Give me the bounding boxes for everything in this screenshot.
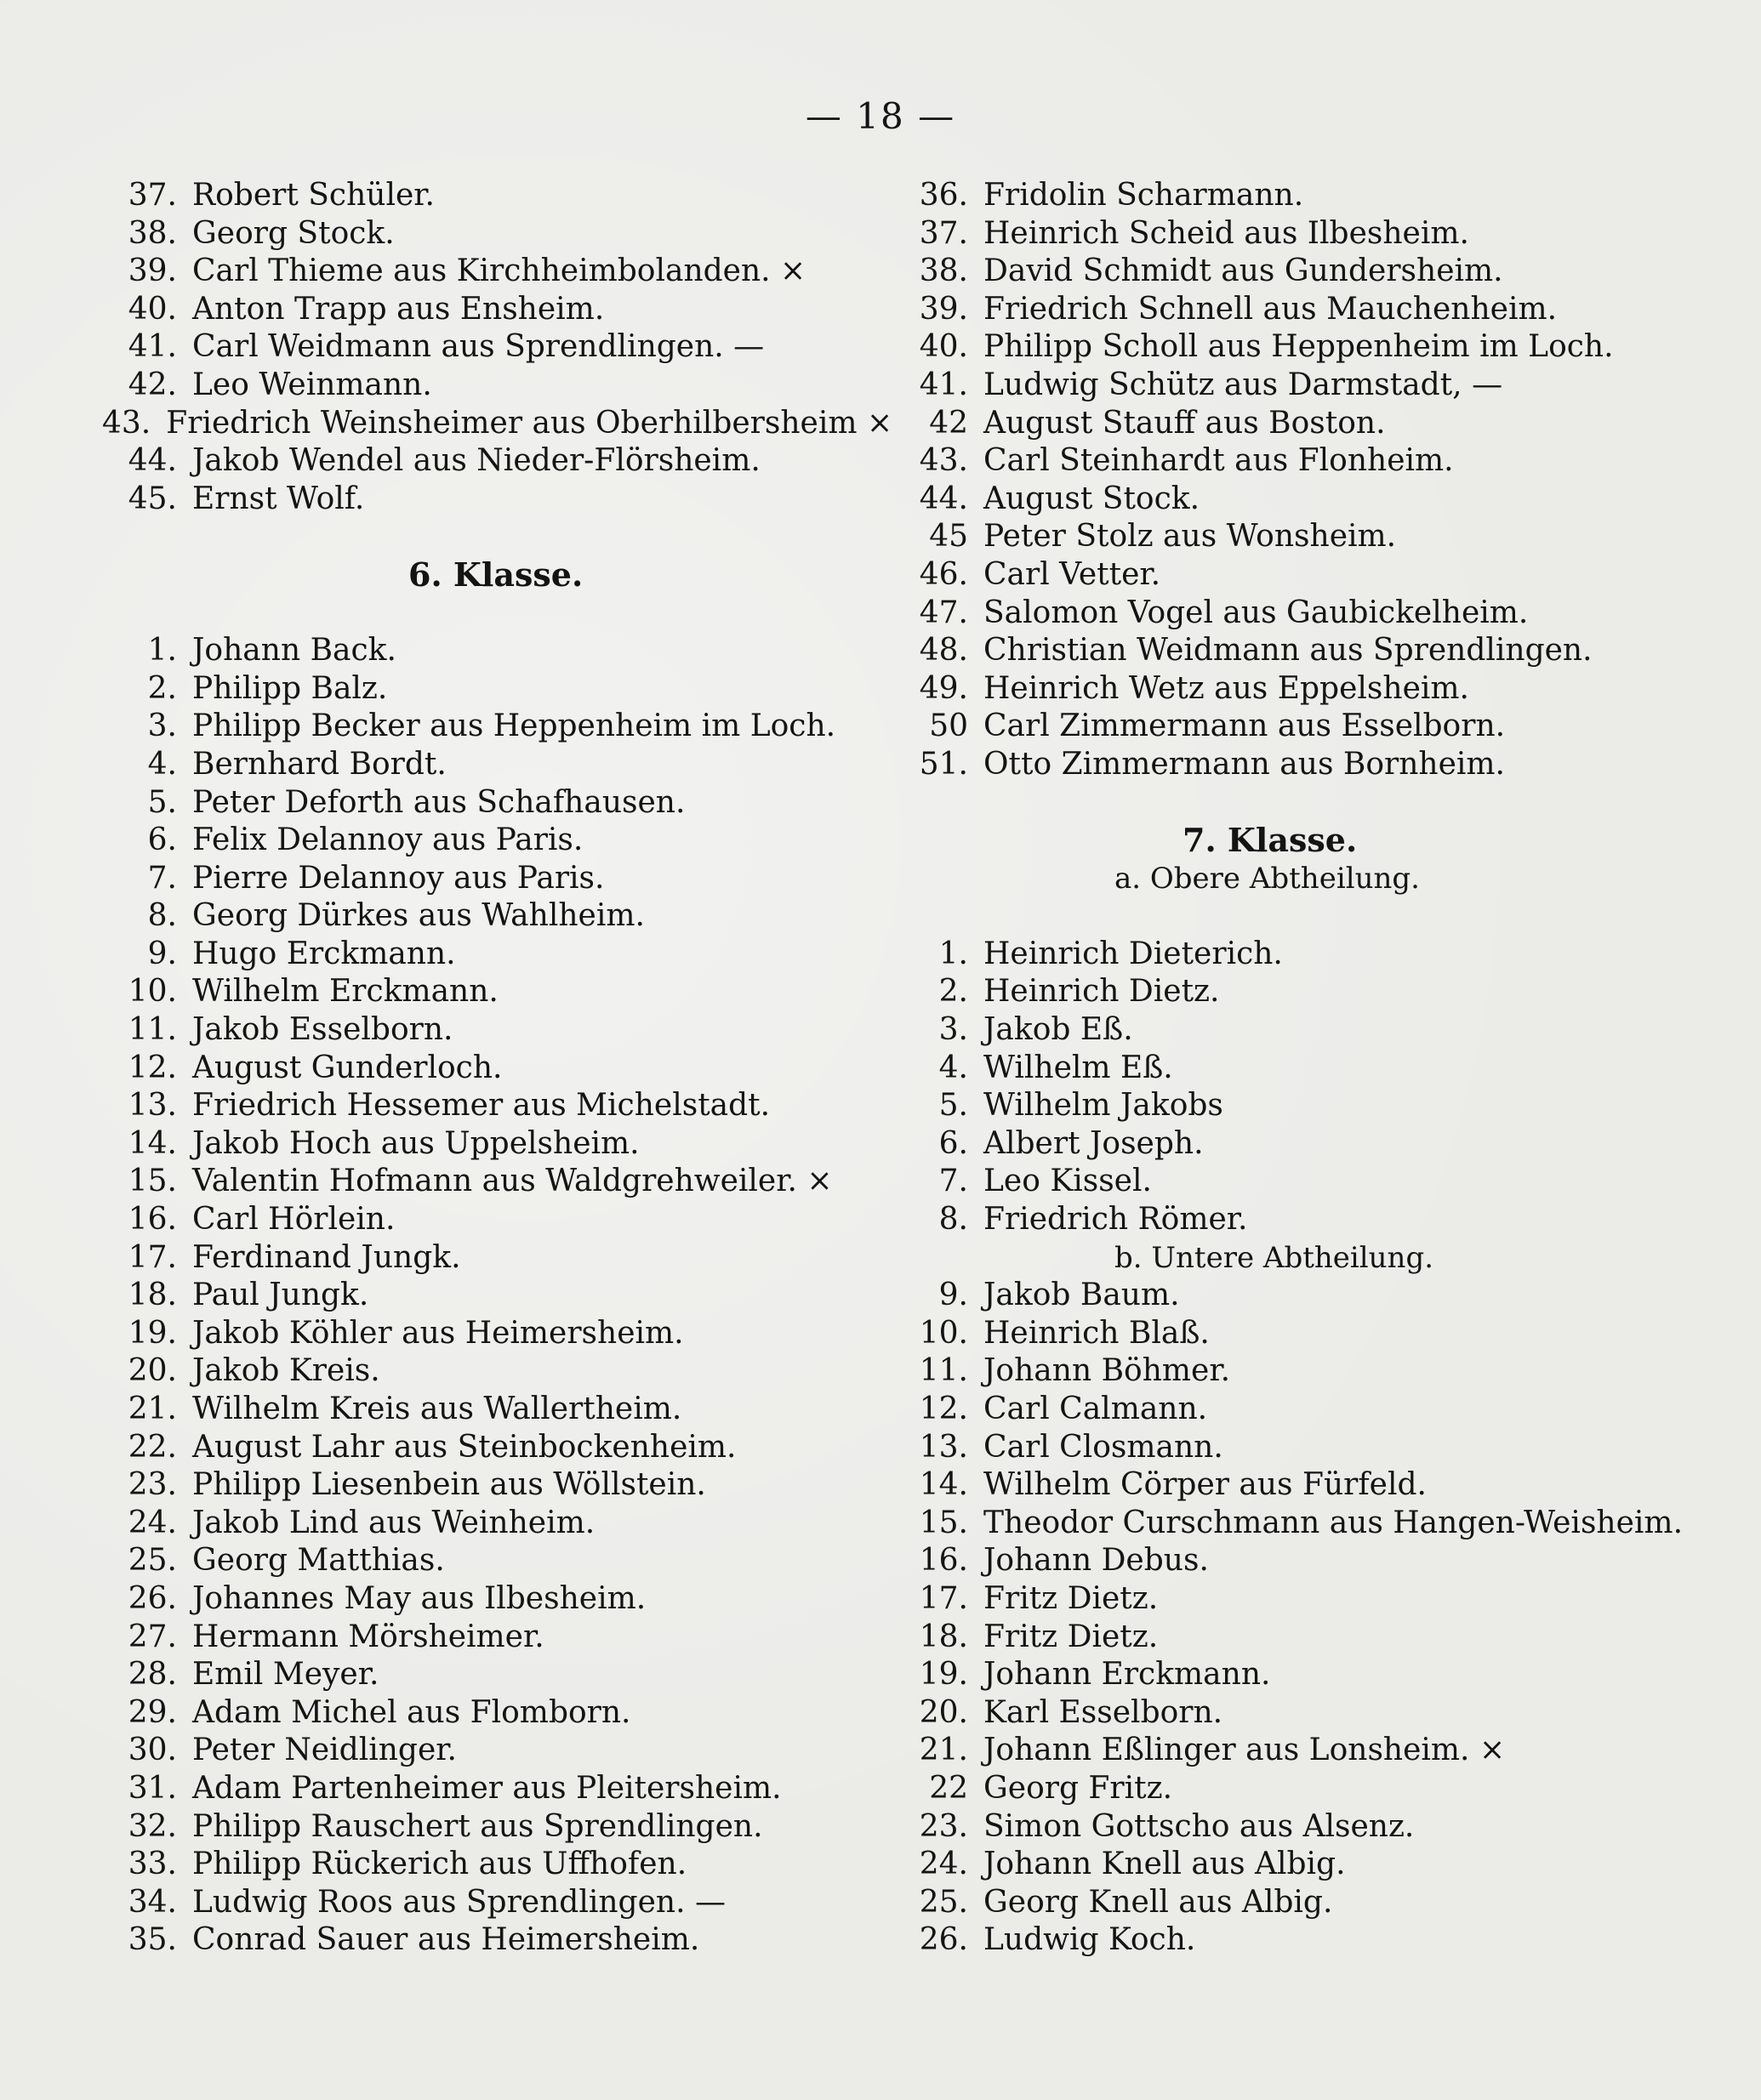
entry-number: 24.	[919, 1847, 968, 1882]
entry-name: Philipp Rückerich aus Uffhofen.	[192, 1847, 687, 1882]
entry-name: Carl Closmann.	[983, 1429, 1223, 1465]
entry-number: 2.	[147, 670, 177, 706]
list-item	[102, 1050, 868, 1088]
list-item	[893, 708, 1701, 746]
entry-number: 39.	[128, 253, 177, 289]
list-item	[102, 1846, 868, 1884]
entry-number: 41.	[128, 329, 177, 365]
entry-name: Jakob Eß.	[983, 1012, 1133, 1048]
entry-name: Johann Back.	[192, 633, 396, 669]
entry-name: August Stock.	[983, 481, 1200, 516]
list-item	[893, 1770, 1701, 1808]
entry-name: Adam Partenheimer aus Pleitersheim.	[192, 1770, 782, 1806]
entry-name: Emil Meyer.	[192, 1657, 379, 1693]
entry-number: 40.	[919, 329, 968, 365]
entry-number: 18.	[128, 1278, 177, 1313]
entry-number: 29.	[128, 1694, 177, 1730]
list-item	[893, 1087, 1701, 1125]
entry-number: 22.	[128, 1429, 177, 1465]
list-item	[102, 1505, 868, 1543]
entry-name: Valentin Hofmann aus Waldgrehweiler. ×	[192, 1164, 833, 1199]
list-item	[893, 1542, 1701, 1580]
entry-name: Heinrich Dieterich.	[983, 936, 1283, 971]
entry-name: Anton Trapp aus Ensheim.	[192, 291, 605, 327]
entry-name: August Lahr aus Steinbockenheim.	[192, 1429, 737, 1465]
spacer	[102, 518, 868, 556]
list-item	[893, 1201, 1701, 1239]
entry-number: 23.	[919, 1808, 968, 1844]
list-item	[102, 1732, 868, 1770]
entry-name: Peter Stolz aus Wonsheim.	[983, 519, 1397, 555]
entry-name: August Stauff aus Boston.	[983, 405, 1386, 441]
entry-number: 22	[929, 1770, 968, 1806]
entry-name: Johann Knell aus Albig.	[983, 1847, 1346, 1882]
list-item	[893, 670, 1701, 709]
list-item	[893, 936, 1701, 974]
entry-number: 19.	[919, 1657, 968, 1693]
list-item	[893, 1619, 1701, 1657]
entry-number: 37.	[128, 178, 177, 213]
list-item	[102, 442, 868, 481]
entry-name: David Schmidt aus Gundersheim.	[983, 253, 1503, 289]
list-item	[893, 1050, 1701, 1088]
list-item	[893, 1694, 1701, 1733]
entry-number: 49.	[919, 670, 968, 706]
list-item	[893, 1846, 1701, 1884]
entry-name: Ludwig Roos aus Sprendlingen. —	[192, 1884, 726, 1920]
entry-number: 51.	[919, 746, 968, 782]
list-item	[893, 518, 1701, 556]
entry-number: 50	[929, 709, 968, 744]
division-subheading: a. Obere Abtheilung.	[1114, 861, 1420, 896]
entry-number: 37.	[919, 215, 968, 251]
entry-number: 14.	[128, 1125, 177, 1161]
entry-name: Friedrich Schnell aus Mauchenheim.	[983, 291, 1558, 327]
entry-number: 45.	[128, 481, 177, 516]
entry-number: 3.	[147, 709, 177, 744]
list-item	[102, 1125, 868, 1164]
entry-number: 14.	[919, 1467, 968, 1503]
entry-name: Philipp Rauschert aus Sprendlingen.	[192, 1808, 763, 1844]
list-item	[102, 481, 868, 519]
entry-number: 19.	[128, 1315, 177, 1351]
entry-name: Salomon Vogel aus Gaubickelheim.	[983, 595, 1529, 630]
list-item	[893, 1429, 1701, 1467]
spacer	[893, 784, 1701, 822]
entry-name: Hermann Mörsheimer.	[192, 1619, 544, 1654]
list-item	[893, 177, 1701, 215]
list-item	[102, 822, 868, 860]
list-item	[102, 291, 868, 329]
list-item	[893, 1580, 1701, 1619]
entry-name: Fridolin Scharmann.	[983, 178, 1304, 213]
list-item	[102, 1808, 868, 1847]
entry-number: 43.	[919, 443, 968, 479]
entry-name: Friedrich Hessemer aus Michelstadt.	[192, 1088, 771, 1124]
entry-number: 44.	[919, 481, 968, 516]
list-item	[102, 1694, 868, 1733]
list-item	[893, 632, 1701, 670]
list-item	[893, 405, 1701, 443]
entry-name: Ferdinand Jungk.	[192, 1239, 461, 1275]
list-item	[102, 1429, 868, 1467]
entry-name: Robert Schüler.	[192, 178, 435, 213]
entry-number: 3.	[938, 1012, 968, 1048]
spacer	[893, 897, 1701, 936]
entry-name: Pierre Delannoy aus Paris.	[192, 860, 605, 896]
entry-name: Carl Weidmann aus Sprendlingen. —	[192, 329, 765, 365]
list-item	[893, 291, 1701, 329]
entry-number: 46.	[919, 556, 968, 592]
entry-name: Carl Steinhardt aus Flonheim.	[983, 443, 1454, 479]
entry-number: 36.	[919, 178, 968, 213]
entry-number: 12.	[128, 1050, 177, 1085]
entry-name: Johann Eßlinger aus Lonsheim. ×	[983, 1733, 1506, 1768]
list-item	[102, 1921, 868, 1960]
entry-name: Johann Böhmer.	[983, 1353, 1231, 1389]
list-item	[102, 253, 868, 291]
entry-name: Adam Michel aus Flomborn.	[192, 1694, 631, 1730]
entry-name: Friedrich Römer.	[983, 1202, 1248, 1238]
list-item	[893, 973, 1701, 1011]
list-item	[102, 367, 868, 405]
list-item	[102, 1239, 868, 1278]
entry-number: 38.	[919, 253, 968, 289]
list-item	[893, 253, 1701, 291]
entry-name: Leo Kissel.	[983, 1164, 1152, 1199]
entry-number: 41.	[919, 367, 968, 402]
entry-name: Heinrich Blaß.	[983, 1315, 1210, 1351]
entry-name: Georg Matthias.	[192, 1543, 445, 1579]
entry-name: Leo Weinmann.	[192, 367, 432, 402]
entry-name: Wilhelm Eß.	[983, 1050, 1173, 1085]
entry-number: 8.	[938, 1202, 968, 1238]
list-item	[102, 746, 868, 784]
entry-number: 35.	[128, 1922, 177, 1958]
list-item	[102, 1391, 868, 1429]
left-column	[102, 177, 893, 1960]
list-item	[102, 936, 868, 974]
list-item	[893, 1884, 1701, 1922]
list-item	[102, 215, 868, 253]
entry-name: Wilhelm Cörper aus Fürfeld.	[983, 1467, 1427, 1503]
entry-name: Bernhard Bordt.	[192, 746, 447, 782]
entry-name: Jakob Hoch aus Uppelsheim.	[192, 1125, 640, 1161]
entry-name: Georg Dürkes aus Wahlheim.	[192, 898, 645, 934]
list-item	[893, 215, 1701, 253]
list-item	[893, 1391, 1701, 1429]
list-item	[102, 328, 868, 367]
list-item	[102, 1201, 868, 1239]
entry-number: 38.	[128, 215, 177, 251]
entry-number: 11.	[128, 1012, 177, 1048]
entry-number: 20.	[919, 1694, 968, 1730]
list-item	[102, 1352, 868, 1391]
entry-number: 42	[929, 405, 968, 441]
right-column	[893, 177, 1701, 1960]
entry-name: Carl Thieme aus Kirchheimbolanden. ×	[192, 253, 806, 289]
list-item	[893, 367, 1701, 405]
list-item	[893, 1921, 1701, 1960]
entry-number: 17.	[128, 1239, 177, 1275]
entry-name: Carl Vetter.	[983, 556, 1161, 592]
list-item	[102, 1277, 868, 1315]
entry-number: 31.	[128, 1770, 177, 1806]
entry-name: Conrad Sauer aus Heimersheim.	[192, 1922, 700, 1958]
entry-name: Peter Deforth aus Schafhausen.	[192, 784, 686, 820]
entry-name: Ernst Wolf.	[192, 481, 365, 516]
entry-number: 15.	[128, 1164, 177, 1199]
entry-number: 39.	[919, 291, 968, 327]
entry-number: 1.	[938, 936, 968, 971]
entry-number: 21.	[128, 1391, 177, 1426]
entry-name: Carl Zimmermann aus Esselborn.	[983, 709, 1506, 744]
list-item	[102, 1884, 868, 1922]
entry-number: 6.	[147, 822, 177, 858]
entry-name: Heinrich Scheid aus Ilbesheim.	[983, 215, 1469, 251]
list-item	[893, 442, 1701, 481]
entry-name: Georg Fritz.	[983, 1770, 1173, 1806]
list-item	[102, 1315, 868, 1353]
entry-number: 44.	[128, 443, 177, 479]
list-item	[893, 1732, 1701, 1770]
entry-number: 23.	[128, 1467, 177, 1503]
entry-name: Wilhelm Erckmann.	[192, 974, 499, 1010]
entry-name: Hugo Erckmann.	[192, 936, 456, 971]
list-item	[893, 1011, 1701, 1050]
entry-number: 15.	[919, 1505, 968, 1540]
entry-number: 10.	[128, 974, 177, 1010]
entry-number: 16.	[128, 1202, 177, 1238]
entry-number: 26.	[919, 1922, 968, 1958]
list-item	[893, 595, 1701, 633]
entry-number: 2.	[938, 974, 968, 1010]
list-item	[102, 897, 868, 936]
entry-name: Jakob Köhler aus Heimersheim.	[192, 1315, 684, 1351]
entry-number: 26.	[128, 1580, 177, 1616]
entry-number: 47.	[919, 595, 968, 630]
list-item	[102, 1011, 868, 1050]
entry-name: Georg Knell aus Albig.	[983, 1884, 1333, 1920]
entry-name: Jakob Kreis.	[192, 1353, 380, 1389]
entry-number: 9.	[938, 1278, 968, 1313]
list-item	[893, 1808, 1701, 1847]
list-item	[893, 328, 1701, 367]
entry-name: Otto Zimmermann aus Bornheim.	[983, 746, 1505, 782]
class-heading: 6. Klasse.	[408, 555, 584, 594]
entry-name: Carl Calmann.	[983, 1391, 1208, 1426]
list-item	[893, 746, 1701, 784]
list-item	[102, 1770, 868, 1808]
entry-name: Philipp Liesenbein aus Wöllstein.	[192, 1467, 706, 1503]
entry-number: 7.	[938, 1164, 968, 1199]
entry-number: 8.	[147, 898, 177, 934]
entry-number: 12.	[919, 1391, 968, 1426]
entry-number: 20.	[128, 1353, 177, 1389]
list-item	[102, 708, 868, 746]
list-item	[893, 1505, 1701, 1543]
entry-name: Johannes May aus Ilbesheim.	[192, 1580, 647, 1616]
list-item	[102, 1466, 868, 1505]
entry-number: 34.	[128, 1884, 177, 1920]
entry-number: 18.	[919, 1619, 968, 1654]
entry-number: 1.	[147, 633, 177, 669]
entry-name: Johann Erckmann.	[983, 1657, 1271, 1693]
entry-number: 28.	[128, 1657, 177, 1693]
class-heading: 7. Klasse.	[1183, 821, 1358, 860]
entry-number: 25.	[919, 1884, 968, 1920]
entry-name: Jakob Lind aus Weinheim.	[192, 1505, 596, 1540]
entry-name: Heinrich Dietz.	[983, 974, 1220, 1010]
entry-number: 11.	[919, 1353, 968, 1389]
entry-number: 25.	[128, 1543, 177, 1579]
entry-number: 30.	[128, 1733, 177, 1768]
entry-name: Ludwig Schütz aus Darmstadt, —	[983, 367, 1503, 402]
entry-number: 7.	[147, 860, 177, 896]
entry-number: 13.	[919, 1429, 968, 1465]
list-item	[102, 1656, 868, 1694]
entry-name: Georg Stock.	[192, 215, 395, 251]
list-item	[893, 1277, 1701, 1315]
entry-number: 24.	[128, 1505, 177, 1540]
entry-name: Wilhelm Kreis aus Wallertheim.	[192, 1391, 682, 1426]
entry-name: Wilhelm Jakobs	[983, 1088, 1223, 1124]
page-number: — 18 —	[805, 95, 956, 137]
entry-number: 45	[929, 519, 968, 555]
list-item	[102, 1163, 868, 1201]
list-item	[102, 1580, 868, 1619]
entry-name: Jakob Baum.	[983, 1278, 1180, 1313]
entry-number: 13.	[128, 1088, 177, 1124]
entry-number: 27.	[128, 1619, 177, 1654]
entry-number: 5.	[938, 1088, 968, 1124]
entry-number: 4.	[938, 1050, 968, 1085]
entry-number: 9.	[147, 936, 177, 971]
list-item	[893, 1352, 1701, 1391]
entry-number: 10.	[919, 1315, 968, 1351]
entry-name: Fritz Dietz.	[983, 1619, 1159, 1654]
list-item	[102, 860, 868, 898]
entry-name: Philipp Balz.	[192, 670, 388, 706]
spacer	[102, 595, 868, 633]
entry-number: 48.	[919, 633, 968, 669]
entry-name: Jakob Esselborn.	[192, 1012, 453, 1048]
entry-name: Christian Weidmann aus Sprendlingen.	[983, 633, 1593, 669]
entry-name: Johann Debus.	[983, 1543, 1209, 1579]
entry-name: Philipp Becker aus Heppenheim im Loch.	[192, 709, 836, 744]
entry-number: 33.	[128, 1847, 177, 1882]
entry-name: Felix Delannoy aus Paris.	[192, 822, 584, 858]
entry-name: Philipp Scholl aus Heppenheim im Loch.	[983, 329, 1614, 365]
list-item	[102, 405, 893, 443]
list-item	[102, 670, 868, 709]
list-item	[893, 481, 1701, 519]
entry-number: 21.	[919, 1733, 968, 1768]
entry-name: Ludwig Koch.	[983, 1922, 1196, 1958]
entry-name: Jakob Wendel aus Nieder-Flörsheim.	[192, 443, 761, 479]
entry-number: 4.	[147, 746, 177, 782]
entry-name: Heinrich Wetz aus Eppelsheim.	[983, 670, 1469, 706]
list-item	[893, 1466, 1701, 1505]
entry-name: Albert Joseph.	[983, 1125, 1204, 1161]
list-item	[893, 1125, 1701, 1164]
entry-name: Friedrich Weinsheimer aus Oberhilbersheim ×	[166, 405, 893, 441]
list-item	[893, 1163, 1701, 1201]
list-item	[102, 973, 868, 1011]
division-subheading: b. Untere Abtheilung.	[1114, 1240, 1434, 1275]
entry-number: 43.	[102, 405, 151, 441]
entry-number: 32.	[128, 1808, 177, 1844]
entry-number: 42.	[128, 367, 177, 402]
list-item	[893, 1656, 1701, 1694]
list-item	[102, 1619, 868, 1657]
entry-name: Carl Hörlein.	[192, 1202, 396, 1238]
entry-name: Simon Gottscho aus Alsenz.	[983, 1808, 1415, 1844]
entry-name: Paul Jungk.	[192, 1278, 369, 1313]
entry-number: 40.	[128, 291, 177, 327]
entry-name: Karl Esselborn.	[983, 1694, 1223, 1730]
list-item	[102, 177, 868, 215]
entry-number: 5.	[147, 784, 177, 820]
entry-name: Theodor Curschmann aus Hangen-Weisheim.	[983, 1505, 1684, 1540]
list-item	[102, 784, 868, 822]
list-item	[102, 632, 868, 670]
entry-number: 16.	[919, 1543, 968, 1579]
list-item	[893, 1315, 1701, 1353]
entry-number: 17.	[919, 1580, 968, 1616]
list-item	[893, 556, 1701, 595]
entry-name: August Gunderloch.	[192, 1050, 503, 1085]
list-item	[102, 1542, 868, 1580]
entry-number: 6.	[938, 1125, 968, 1161]
entry-name: Fritz Dietz.	[983, 1580, 1159, 1616]
entry-name: Peter Neidlinger.	[192, 1733, 457, 1768]
list-item	[102, 1087, 868, 1125]
